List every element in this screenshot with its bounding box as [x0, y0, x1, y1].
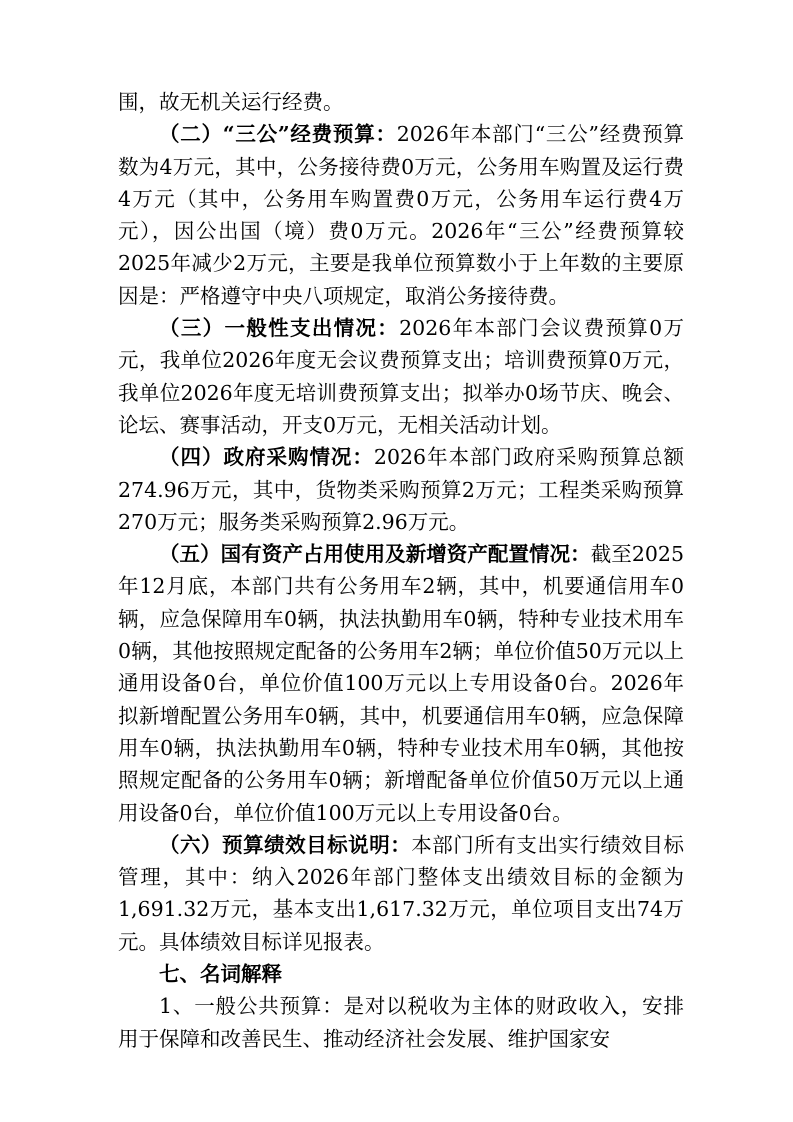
paragraph-continuation [118, 86, 684, 118]
paragraph-glossary-item [118, 990, 684, 1055]
paragraph-text: 2026年本部门政府采购预算总额274.96万元，其中，货物类采购预算2万元；工程类采购预算270万元；服务类采购预算2.96万元。 [118, 445, 684, 534]
section-heading: 七、名词解释 [159, 962, 282, 987]
paragraph-general-expenditure [118, 312, 684, 441]
section-heading: （二）“三公”经费预算： [159, 122, 397, 147]
paragraph-text: 2026年本部门“三公”经费预算数为4万元，其中，公务接待费0万元，公务用车购置及运行费4万元（其中，公务用车购置费0万元，公务用车运行费4万元），因公出国（境）费0万元。2026年“三公”经费预算较2025年减少2万元，主要是我单位预算数小于上年数的主要原因是：严格遵守中央八项规定，取消公务接待费。 [118, 122, 684, 308]
section-heading: （三）一般性支出情况： [159, 316, 400, 341]
paragraph-text: 2026年本部门会议费预算0万元，我单位2026年度无会议费预算支出；培训费预算0万元，我单位2026年度无培训费预算支出；拟举办0场节庆、晚会、论坛、赛事活动，开支0万元，无相关活动计划。 [118, 316, 684, 437]
paragraph-text: 围，故无机关运行经费。 [118, 90, 344, 114]
paragraph-three-public-funds [118, 118, 684, 312]
section-heading: （四）政府采购情况： [159, 445, 374, 470]
document-body [118, 86, 684, 1055]
paragraph-state-assets [118, 538, 684, 829]
paragraph-text: 本部门所有支出实行绩效目标管理，其中：纳入2026年部门整体支出绩效目标的金额为1,691.32万元，基本支出1,617.32万元，单位项目支出74万元。具体绩效目标详见报表。 [118, 832, 684, 954]
paragraph-text: 截至2025年12月底，本部门共有公务用车2辆，其中，机要通信用车0辆，应急保障用车0辆，执法执勤用车0辆，特种专业技术用车0辆，其他按照规定配备的公务用车2辆；单位价值50万元以上通用设备0台，单位价值100万元以上专用设备0台。2026年拟新增配置公务用车0辆，其中，机要通信用车0辆，应急保障用车0辆，执法执勤用车0辆，特种专业技术用车0辆，其他按照规定配备的公务用车0辆；新增配备单位价值50万元以上通用设备0台，单位价值100万元以上专用设备0台。 [118, 542, 685, 825]
chapter-heading-glossary [118, 958, 684, 990]
paragraph-text: 1、一般公共预算：是对以税收为主体的财政收入，安排用于保障和改善民生、推动经济社会发展、维护国家安 [118, 994, 684, 1051]
section-heading: （六）预算绩效目标说明： [159, 832, 412, 857]
section-heading: （五）国有资产占用使用及新增资产配置情况： [159, 542, 591, 567]
paragraph-government-procurement [118, 441, 684, 538]
paragraph-performance-targets [118, 829, 684, 958]
